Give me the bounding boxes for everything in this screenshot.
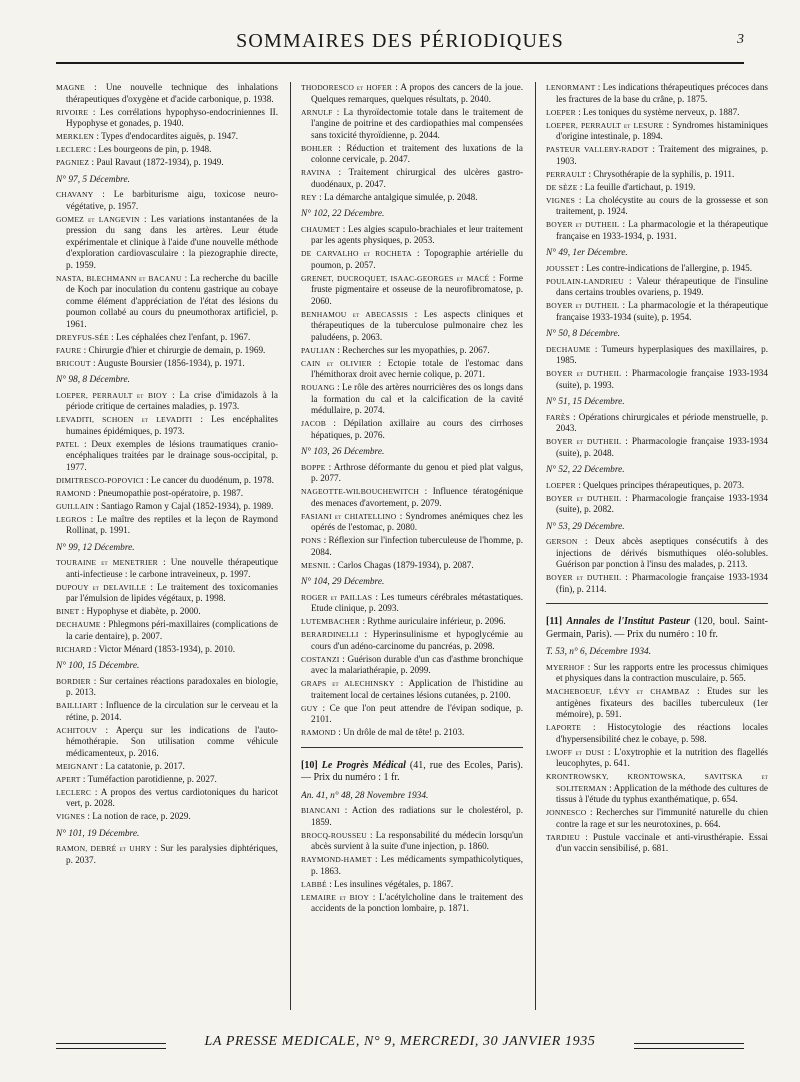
- article-title: : Aperçu sur les indications de l'auto-hémothérapie. Son utilisation comme véhicule médicamenteux, p. 2016.: [66, 724, 278, 758]
- article-title: : La notion de race, p. 2029.: [85, 811, 191, 821]
- article-entry: [546, 368, 768, 391]
- article-entry: [301, 629, 523, 652]
- article-title: : Une nouvelle technique des inhalations thérapeutiques d'oxygène et d'acide carbonique, p. 1938.: [66, 82, 278, 104]
- article-entry: [546, 107, 768, 119]
- article-author: FARÈS: [546, 412, 571, 422]
- page-number: 3: [737, 32, 744, 47]
- journal-heading: [546, 616, 768, 641]
- article-entry: [301, 805, 523, 828]
- footer-rule-left: [56, 1043, 166, 1049]
- article-author: PATEL: [56, 439, 80, 449]
- article-title: : Guérison durable d'un cas d'asthme bronchique avec la malariathérapie, p. 2099.: [311, 653, 523, 675]
- article-entry: [56, 811, 278, 823]
- article-entry: [546, 219, 768, 242]
- article-author: APERT: [56, 774, 81, 784]
- article-author: LECLERC: [56, 787, 92, 797]
- article-entry: [301, 358, 523, 381]
- article-entry: [546, 412, 768, 435]
- article-entry: [301, 678, 523, 701]
- article-entry: [546, 120, 768, 143]
- article-author: BOYER et DUTHEIL: [546, 493, 622, 503]
- article-entry: [301, 654, 523, 677]
- article-author: VIGNES: [56, 812, 86, 821]
- article-entry: [56, 725, 278, 760]
- article-title: : La cholécystite au cours de la grossesse et son traitement, p. 1924.: [556, 194, 768, 216]
- article-title: : Un drôle de mal de tête! p. 2103.: [335, 727, 465, 737]
- article-entry: [301, 592, 523, 615]
- article-title: : La recherche du bacille de Koch par inoculation du contenu gastrique au cobaye comme élément d'appréciation de l'état des lésions du poumon collabé au cours du pneumothorax artificiel, p. 1961.: [66, 272, 278, 329]
- article-entry: [546, 807, 768, 830]
- article-entry: [56, 488, 278, 500]
- article-author: PAGNIEZ: [56, 158, 90, 167]
- article-entry: [546, 195, 768, 218]
- article-author: LEMAIRE et BIOY: [301, 892, 370, 902]
- article-title: : Pharmacologie française 1933-1934 (fin), p. 2114.: [556, 572, 768, 594]
- article-author: REY: [301, 192, 317, 202]
- article-author: BOYER et DUTHEIL: [546, 369, 622, 378]
- article-title: : La pharmacologie et la thérapeutique française 1933-1934 (suite), p. 1954.: [556, 300, 768, 322]
- issue-heading: N° 53, 29 Décembre.: [546, 521, 625, 532]
- article-author: RAYMOND-HAMET: [301, 855, 372, 864]
- article-title: : Paul Ravaut (1872-1934), p. 1949.: [89, 157, 224, 167]
- article-author: RAMON, DEBRÉ et UHRY: [56, 844, 152, 853]
- article-author: MACHEBOEUF, LÉVY et CHAMBAZ: [546, 687, 690, 696]
- article-title: : Histocytologie des réactions locales d'hypersensibilité chez le cobaye, p. 598.: [556, 722, 768, 744]
- article-entry: [56, 107, 278, 130]
- article-entry: [56, 414, 278, 437]
- article-title: : Le rôle des artères nourricières des os longs dans la formation du cal et la calcification de la cavité médullaire, p. 2074.: [311, 382, 523, 415]
- article-title: : A propos des cancers de la joue. Quelques remarques, quelques résultats, p. 2040.: [311, 82, 523, 104]
- article-title: : Les encéphalites humaines épidémiques, p. 1973.: [66, 414, 278, 436]
- article-title: : Pharmacologie française 1933-1934 (suite), p. 2048.: [556, 436, 768, 458]
- article-entry: [56, 514, 278, 537]
- article-title: : Action des radiations sur le cholestérol, p. 1859.: [311, 805, 523, 827]
- article-author: LEGROS: [56, 514, 87, 524]
- article-author: GUY: [301, 703, 319, 713]
- article-title: : Dépilation axillaire au cours des cirrhoses hépatiques, p. 2076.: [311, 418, 523, 440]
- article-entry: [546, 300, 768, 323]
- article-title: : Les médicaments sympathicolytiques, p. 1863.: [311, 854, 523, 876]
- article-entry: [301, 224, 523, 247]
- article-title: : L'oxytrophie et la nutrition des flagellés leucophytes, p. 641.: [556, 746, 768, 768]
- article-title: : Deux abcès aseptiques consécutifs à des injections de dérivés bismuthiques oléo-solubles. Guérison par ponction à l'insu des malades, p. 2113.: [556, 536, 768, 569]
- article-author: NAGEOTTE-WILBOUCHEWITCH: [301, 487, 420, 496]
- article-title: : Traitement chirurgical des ulcères gastro-duodénaux, p. 2047.: [311, 167, 523, 189]
- article-title: : Opérations chirurgicales et période menstruelle, p. 2043.: [556, 411, 768, 433]
- article-title: : Les indications thérapeutiques précoces dans les fractures de la base du crâne, p. 1875.: [556, 82, 768, 104]
- article-entry: [301, 248, 523, 271]
- article-author: LOEPER: [546, 107, 576, 117]
- article-title: : A propos des vertus cardiotoniques du haricot vert, p. 2028.: [66, 786, 278, 808]
- journal-details: (41, rue des Ecoles, Paris). — Prix du numéro : 1 fr.: [301, 759, 523, 783]
- article-entry: [56, 131, 278, 143]
- issue-heading: T. 53, n° 6, Décembre 1934.: [546, 647, 652, 657]
- article-entry: [301, 879, 523, 891]
- article-author: PERRAULT: [546, 169, 587, 179]
- article-title: : La catatonie, p. 2017.: [98, 760, 185, 771]
- article-title: : La crise d'imidazols à la période critique de certaines maladies, p. 1973.: [66, 389, 278, 411]
- article-author: RIVOIRE: [56, 107, 89, 117]
- article-author: MESNIL: [301, 560, 331, 570]
- article-entry: [301, 418, 523, 441]
- article-author: RAVINA: [301, 168, 331, 177]
- article-title: : Hyperinsulinisme et hypoglycémie au cours d'un adéno-carcinome du pancréas, p. 2098.: [311, 629, 523, 651]
- article-title: : La feuille d'artichaut, p. 1919.: [577, 181, 696, 192]
- article-entry: [301, 309, 523, 344]
- article-entry: [56, 475, 278, 487]
- article-title: : Quelques principes thérapeutiques, p. 2073.: [575, 479, 745, 490]
- article-entry: [301, 107, 523, 142]
- article-title: : Pustule vaccinale et anti-virusthérapie. Essai d'un vaccin sensibilisé, p. 681.: [556, 831, 768, 853]
- article-author: BOHLER: [301, 143, 333, 153]
- article-author: PAULIAN: [301, 345, 336, 355]
- article-author: LAPORTE: [546, 723, 582, 732]
- article-entry: [56, 606, 278, 618]
- article-entry: [301, 560, 523, 572]
- article-author: BOYER et DUTHEIL: [546, 301, 620, 310]
- article-entry: [546, 144, 768, 167]
- article-author: DIMITRESCO-POPOVICI: [56, 475, 144, 485]
- article-title: : La démarche antalgique simulée, p. 2048.: [316, 191, 478, 202]
- article-author: GRENET, DUCROQUET, ISAAC-GEORGES et MACÉ: [301, 273, 490, 283]
- article-author: JONNESCO: [546, 808, 587, 817]
- article-title: : Sur les rapports entre les processus chimiques et physiques dans la contraction musculaire, p. 565.: [556, 661, 768, 683]
- article-entry: [546, 436, 768, 459]
- article-title: : Chirurgie d'hier et chirurgie de demain, p. 1969.: [81, 344, 266, 355]
- article-entry: [56, 619, 278, 642]
- article-author: ARNULF: [301, 107, 333, 117]
- journal-heading: [301, 760, 523, 785]
- article-title: : Sur certaines réactions paradoxales en biologie, p. 2013.: [66, 675, 278, 697]
- article-entry: [56, 582, 278, 605]
- article-title: : L'acétylcholine dans le traitement des accidents de la ponction lombaire, p. 1871.: [311, 891, 523, 913]
- article-author: CHAVANY: [56, 190, 94, 199]
- article-title: : La thyroïdectomie totale dans le traitement de l'angine de poitrine et des cardiopathies mal compensées sans toxicité thyroïdienne, p. 2044.: [311, 106, 523, 140]
- article-author: RAMOND: [301, 728, 336, 737]
- article-title: : Types d'endocardites aiguës, p. 1947.: [94, 131, 239, 141]
- article-author: ROUANG: [301, 383, 335, 392]
- article-title: : Tumeurs hyperplasiques des maxillaires, p. 1985.: [556, 343, 768, 365]
- article-entry: [56, 843, 278, 866]
- article-author: BAILLIART: [56, 701, 98, 710]
- article-entry: [301, 854, 523, 877]
- article-title: : Réduction et traitement des luxations de la colonne cervicale, p. 2047.: [311, 142, 523, 164]
- column-1: [56, 82, 278, 1010]
- article-title: : Ce que l'on peut attendre de l'évipan sodique, p. 2101.: [311, 702, 523, 724]
- article-author: LEVADITI, SCHOEN et LEVADITI: [56, 415, 193, 424]
- article-author: KRONTROWSKY, KRONTOWSKA, SAVITSKA et SOLITERMAN: [546, 772, 768, 793]
- article-author: VIGNES: [546, 195, 576, 205]
- article-entry: [546, 169, 768, 181]
- article-author: GUILLAIN: [56, 501, 94, 511]
- article-title: : Le barbiturisme aigu, toxicose neuro-végétative, p. 1957.: [66, 189, 278, 211]
- article-title: : Hypophyse et diabète, p. 2000.: [79, 606, 201, 616]
- article-entry: [56, 332, 278, 344]
- article-title: : Influence de la circulation sur le cerveau et la rétine, p. 2014.: [66, 700, 278, 722]
- article-title: : Recherches sur les myopathies, p. 2067.: [335, 344, 490, 355]
- article-title: : Carlos Chagas (1879-1934), p. 2087.: [330, 559, 474, 570]
- article-entry: [301, 273, 523, 308]
- article-author: FASIANI et CHIATELLINO: [301, 511, 397, 521]
- article-entry: [56, 676, 278, 699]
- footer-text: LA PRESSE MEDICALE, N° 9, MERCREDI, 30 JANVIER 1935: [204, 1034, 596, 1049]
- issue-heading: N° 99, 12 Décembre.: [56, 542, 135, 553]
- article-entry: [301, 727, 523, 739]
- article-title: : Une nouvelle thérapeutique anti-infectieuse : le carbone intraveineux, p. 1997.: [66, 557, 278, 579]
- article-entry: [301, 382, 523, 417]
- article-entry: [56, 644, 278, 656]
- article-title: : Les corrélations hypophyso-endocriniennes II. Hypophyse et gonades, p. 1940.: [66, 106, 278, 128]
- article-title: : Application de l'histidine au traitement local de certaines lésions cutanées, p. 2100.: [311, 678, 523, 700]
- article-author: BIANCANI: [301, 806, 340, 815]
- article-title: : Les tumeurs cérébrales métastatiques. Etude clinique, p. 2093.: [311, 591, 523, 613]
- article-title: : Le maître des reptiles et la leçon de Raymond Rollinat, p. 1991.: [66, 513, 278, 535]
- article-entry: [56, 157, 278, 169]
- issue-heading: N° 101, 19 Décembre.: [56, 828, 140, 839]
- article-title: : Rythme auriculaire inférieur, p. 2096.: [360, 616, 506, 626]
- article-author: COSTANZI: [301, 654, 340, 664]
- article-title: : Deux exemples de lésions traumatiques cranio-encéphaliques traitées par le drainage sous-occipital, p. 1977.: [66, 438, 278, 472]
- article-author: NASTA, BLECHMANN et BACANU: [56, 273, 182, 283]
- article-author: DECHAUME: [56, 620, 101, 629]
- article-entry: [546, 182, 768, 194]
- article-entry: [546, 344, 768, 367]
- article-author: LOEPER, PERRAULT et LESURE: [546, 120, 664, 130]
- article-entry: [546, 722, 768, 745]
- article-entry: [56, 82, 278, 105]
- article-title: : Les toniques du système nerveux, p. 1887.: [575, 106, 740, 117]
- article-title: : Les céphalées chez l'enfant, p. 1967.: [108, 331, 251, 342]
- issue-heading: N° 100, 15 Décembre.: [56, 661, 140, 671]
- article-author: BOPPE: [301, 462, 326, 472]
- article-title: : Les aspects cliniques et thérapeutiques de la tuberculose pulmonaire chez les paludéens, p. 2063.: [311, 308, 523, 342]
- article-title: : Le cancer du duodénum, p. 1978.: [143, 474, 274, 485]
- article-entry: [56, 358, 278, 370]
- article-author: JOUSSET: [546, 263, 580, 273]
- article-author: PASTEUR VALLERY-RADOT: [546, 145, 649, 154]
- article-author: BINET: [56, 607, 80, 616]
- article-title: : Traitement des migraines, p. 1903.: [556, 144, 768, 166]
- article-author: GRAPS et ALECHINSKY: [301, 679, 395, 688]
- article-title: : Application de la méthode des cultures de tissus à l'étude du typhus exanthématique, p. 654.: [556, 782, 768, 804]
- article-author: DECHAUME: [546, 344, 591, 354]
- article-author: MAGNE: [56, 83, 85, 92]
- article-author: LOEPER, PERRAULT et BIOY: [56, 390, 168, 400]
- column-2: [301, 82, 523, 1010]
- journal-number: [11]: [546, 616, 563, 627]
- article-entry: [301, 82, 523, 105]
- section-divider: [546, 603, 768, 604]
- article-author: MEIGNANT: [56, 761, 99, 771]
- columns: [56, 82, 768, 1010]
- page-header: [56, 28, 744, 64]
- article-author: BERARDINELLI: [301, 630, 359, 639]
- article-entry: [546, 832, 768, 855]
- article-author: GOMEZ et LANGEVIN: [56, 214, 140, 224]
- article-entry: [546, 82, 768, 105]
- article-author: BORDIER: [56, 676, 91, 686]
- article-title: : Les variations instantanées de la pression du sang dans les artères. Leur étude expérimentale et clinique à l'aide d'une nouvelle méthode d'exploration cardiovasculaire : la piezographie directe, p. 1959.: [66, 213, 278, 270]
- article-title: : Tuméfaction parotidienne, p. 2027.: [80, 773, 217, 784]
- article-title: : Forme fruste pigmentaire et osseuse de la neurofibromatose, p. 2060.: [311, 272, 523, 306]
- article-entry: [56, 439, 278, 474]
- article-author: THODORESCO et HOFER: [301, 83, 393, 92]
- article-author: LUTEMBACHER: [301, 617, 361, 626]
- article-entry: [301, 167, 523, 190]
- article-author: RAMOND: [56, 488, 91, 498]
- article-author: BENHAMOU et ABECASSIS: [301, 309, 409, 319]
- article-author: TOURAINE et MENETRIER: [56, 558, 158, 567]
- article-author: PONS: [301, 536, 322, 545]
- article-author: MYERHOF: [546, 662, 585, 672]
- article-entry: [56, 787, 278, 810]
- issue-heading: N° 51, 15 Décembre.: [546, 397, 625, 407]
- article-entry: [56, 761, 278, 773]
- article-entry: [546, 662, 768, 685]
- section-divider: [301, 747, 523, 748]
- footer-rule-right: [634, 1043, 744, 1049]
- article-title: : Arthrose déformante du genou et pied plat valgus, p. 2077.: [311, 461, 523, 483]
- journal-details: (120, boul. Saint-Germain, Paris). — Prix du numéro : 10 fr.: [546, 616, 768, 640]
- article-entry: [301, 143, 523, 166]
- page-footer: [56, 1033, 744, 1057]
- article-author: DE SÈZE: [546, 182, 578, 192]
- article-entry: [301, 511, 523, 534]
- article-entry: [56, 214, 278, 272]
- article-entry: [546, 771, 768, 806]
- article-author: ACHITOUV: [56, 725, 98, 735]
- article-entry: [56, 273, 278, 331]
- article-title: : Le traitement des toxicomanies par l'émulsion de lipides végétaux, p. 1998.: [66, 581, 278, 603]
- article-title: : Recherches sur l'immunité naturelle du chien contre la rage et sur les neurotoxines, p. 664.: [556, 807, 768, 829]
- article-author: JACOB: [301, 419, 327, 428]
- article-entry: [301, 535, 523, 558]
- article-title: : Santiago Ramon y Cajal (1852-1934), p. 1989.: [93, 500, 274, 511]
- article-entry: [56, 501, 278, 513]
- column-divider: [290, 82, 291, 1010]
- article-title: : Topographie artérielle du poumon, p. 2057.: [311, 248, 523, 270]
- article-entry: [546, 686, 768, 721]
- article-entry: [301, 486, 523, 509]
- article-author: CHAUMET: [301, 224, 340, 234]
- article-author: BOYER et DUTHEIL: [546, 220, 620, 229]
- article-entry: [56, 189, 278, 212]
- issue-heading: N° 103, 26 Décembre.: [301, 447, 385, 457]
- article-author: LWOFF et DUSI: [546, 747, 605, 757]
- article-entry: [301, 192, 523, 204]
- article-author: RICHARD: [56, 644, 92, 654]
- article-title: : Valeur thérapeutique de l'insuline dans certains troubles ovariens, p. 1949.: [556, 275, 768, 297]
- article-entry: [546, 276, 768, 299]
- article-title: : La responsabilité du médecin lorsqu'un abcès survient à la suite d'une injection, p. 1860.: [311, 829, 523, 851]
- journal-name: Le Progrès Médical: [321, 759, 406, 771]
- article-entry: [301, 830, 523, 853]
- article-author: GERSON: [546, 537, 578, 546]
- article-title: : Pneumopathie post-opératoire, p. 1987.: [90, 487, 244, 498]
- article-author: TARDIEU: [546, 832, 581, 842]
- issue-heading: An. 41, n° 48, 28 Novembre 1934.: [301, 790, 429, 801]
- article-entry: [56, 390, 278, 413]
- article-title: : Les insulines végétales, p. 1867.: [326, 878, 454, 889]
- article-title: : Ectopie totale de l'estomac dans l'hémithorax droit avec hernie colique, p. 2071.: [311, 357, 523, 379]
- issue-heading: N° 52, 22 Décembre.: [546, 465, 625, 475]
- article-title: : Les bourgeons de pin, p. 1948.: [91, 144, 212, 154]
- article-entry: [56, 144, 278, 156]
- article-title: : Syndromes histaminiques d'origine intestinale, p. 1894.: [556, 119, 768, 141]
- article-entry: [546, 572, 768, 595]
- journal-number: [10]: [301, 759, 318, 771]
- article-title: : La pharmacologie et la thérapeutique française en 1933-1934, p. 1931.: [556, 219, 768, 241]
- article-author: POULAIN-LANDRIEU: [546, 276, 624, 286]
- page-title: SOMMAIRES DES PÉRIODIQUES: [236, 30, 564, 52]
- article-entry: [546, 480, 768, 492]
- article-author: BRICOUT: [56, 358, 91, 368]
- article-entry: [301, 892, 523, 915]
- issue-heading: N° 104, 29 Décembre.: [301, 577, 385, 587]
- article-title: : Réflexion sur l'infection tuberculeuse de l'homme, p. 2084.: [311, 535, 523, 557]
- issue-heading: N° 49, 1er Décembre.: [546, 248, 628, 258]
- article-entry: [56, 774, 278, 786]
- article-author: CAIN et OLIVIER: [301, 358, 372, 368]
- article-title: : Auguste Boursier (1856-1934), p. 1971.: [90, 357, 245, 368]
- issue-heading: N° 102, 22 Décembre.: [301, 209, 385, 219]
- article-author: FAURE: [56, 345, 82, 355]
- article-entry: [546, 493, 768, 516]
- article-author: DUPOUY et DELAVILLE: [56, 582, 147, 592]
- article-author: DE CARVALHO et ROCHETA: [301, 249, 412, 258]
- issue-heading: N° 50, 8 Décembre.: [546, 329, 620, 339]
- article-title: : Les algies scapulo-brachiales et leur traitement par les agents physiques, p. 2053.: [311, 223, 523, 245]
- article-title: : Pharmacologie française 1933-1934 (suite), p. 1993.: [556, 368, 768, 390]
- article-entry: [56, 557, 278, 580]
- article-author: BROCQ-ROUSSEU: [301, 830, 367, 840]
- article-author: LECLERC: [56, 145, 92, 154]
- article-entry: [546, 263, 768, 275]
- article-title: : Les contre-indications de l'allergine, p. 1945.: [579, 262, 752, 273]
- column-divider: [535, 82, 536, 1010]
- article-author: MERKLEN: [56, 132, 95, 141]
- article-title: : Pharmacologie française 1933-1934 (suite), p. 2082.: [556, 492, 768, 514]
- article-author: BOYER et DUTHEIL: [546, 437, 622, 446]
- article-author: LOEPER: [546, 480, 576, 490]
- article-title: : Chrysothérapie de la syphilis, p. 1911.: [586, 168, 735, 179]
- issue-heading: N° 98, 8 Décembre.: [56, 375, 130, 385]
- column-3: [546, 82, 768, 1010]
- article-author: LABBÉ: [301, 879, 327, 889]
- article-title: : Phlegmons péri-maxillaires (complications de la carie dentaire), p. 2007.: [66, 619, 278, 641]
- article-entry: [56, 345, 278, 357]
- article-entry: [301, 462, 523, 485]
- article-entry: [56, 700, 278, 723]
- article-title: : Etudes sur les antigènes fixateurs des bacilles tuberculeux (1er mémoire), p. 591.: [556, 686, 768, 719]
- issue-heading: N° 97, 5 Décembre.: [56, 174, 130, 185]
- article-title: : Influence tératogénique des menaces d'avortement, p. 2079.: [311, 486, 523, 508]
- article-author: LENORMANT: [546, 83, 596, 92]
- journal-name: Annales de l'Institut Pasteur: [566, 616, 691, 627]
- article-author: BOYER et DUTHEIL: [546, 573, 622, 582]
- article-entry: [546, 747, 768, 770]
- article-author: ROGER et PAILLAS: [301, 592, 373, 602]
- article-title: : Sur les paralysies diphtériques, p. 2037.: [66, 843, 278, 865]
- article-entry: [546, 536, 768, 571]
- article-title: : Syndromes anémiques chez les opérés de l'estomac, p. 2080.: [311, 510, 523, 532]
- article-entry: [301, 345, 523, 357]
- article-entry: [301, 703, 523, 726]
- article-entry: [301, 616, 523, 628]
- article-title: : Victor Ménard (1853-1934), p. 2010.: [91, 643, 236, 654]
- article-author: DREYFUS-SÉE: [56, 332, 109, 342]
